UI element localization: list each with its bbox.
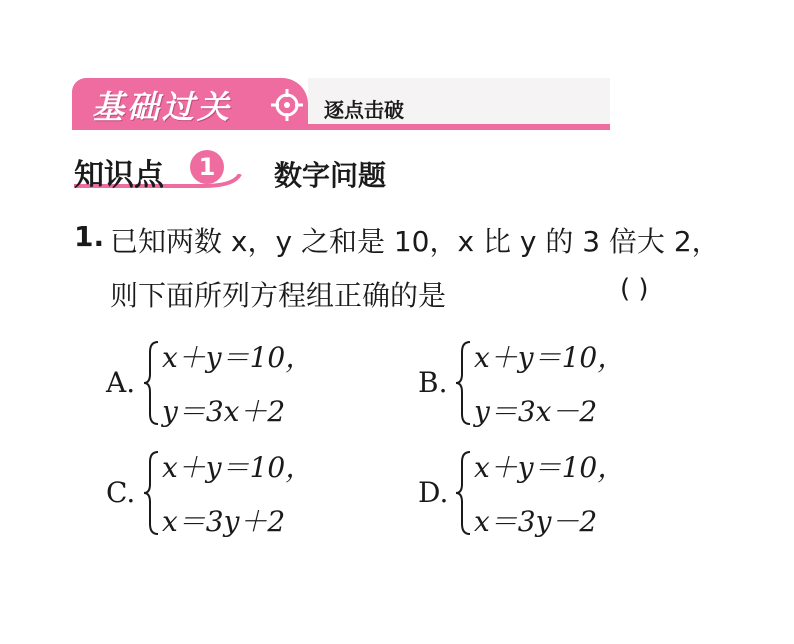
- option-equation-2: x＝3y－2: [474, 505, 598, 538]
- section-banner: [72, 78, 610, 130]
- banner-title: 基础过关: [92, 88, 233, 126]
- question-text-line-2: 则下面所列方程组正确的是: [110, 279, 447, 312]
- answer-blank[interactable]: ( ): [620, 274, 649, 304]
- option-b[interactable]: [418, 336, 678, 428]
- option-c[interactable]: [106, 446, 366, 538]
- option-equation-1: x＋y＝10，: [474, 341, 626, 374]
- option-label: D.: [418, 476, 449, 509]
- option-label: C.: [106, 476, 136, 509]
- brace-icon: [454, 450, 474, 536]
- option-d[interactable]: [418, 446, 678, 538]
- brace-icon: [454, 340, 474, 426]
- target-icon: [270, 88, 304, 122]
- option-label: A.: [106, 366, 136, 399]
- option-equation-1: x＋y＝10，: [474, 451, 626, 484]
- question-number: 1.: [74, 220, 105, 253]
- option-label: B.: [418, 366, 448, 399]
- option-equation-1: x＋y＝10，: [162, 341, 314, 374]
- knowledge-point-heading: [74, 146, 474, 194]
- knowledge-point-label: 知识点: [74, 158, 164, 193]
- option-a[interactable]: [106, 336, 366, 428]
- banner-subtitle: 逐点击破: [324, 98, 404, 122]
- option-equation-2: y＝3x－2: [474, 395, 598, 428]
- knowledge-point-title: 数字问题: [274, 159, 387, 192]
- option-equation-2: x＝3y＋2: [162, 505, 286, 538]
- question-text-line-1: 已知两数 x，y 之和是 10，x 比 y 的 3 倍大 2，: [110, 225, 720, 258]
- option-equation-1: x＋y＝10，: [162, 451, 314, 484]
- brace-icon: [142, 450, 162, 536]
- option-equation-2: y＝3x＋2: [162, 395, 286, 428]
- knowledge-point-number: 1: [190, 150, 224, 184]
- brace-icon: [142, 340, 162, 426]
